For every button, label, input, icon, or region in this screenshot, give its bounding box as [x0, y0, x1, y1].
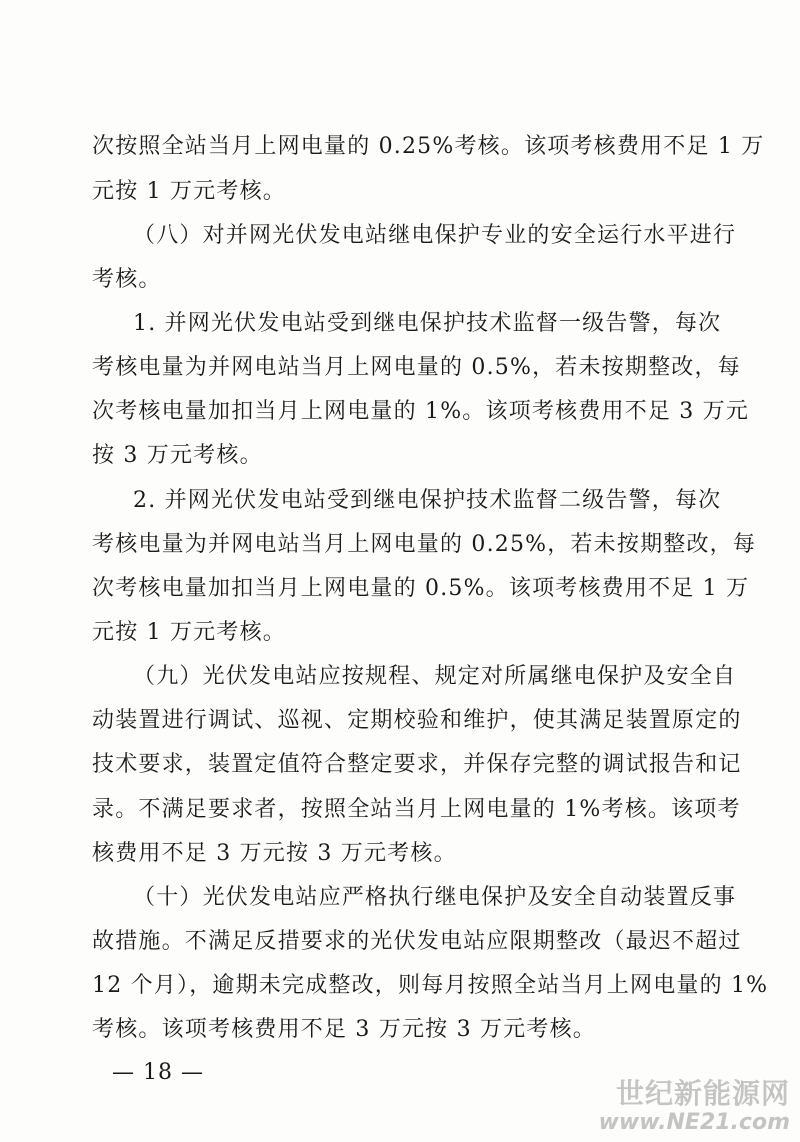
list-item-2: 2. 并网光伏发电站受到继电保护技术监督二级告警，每次 — [133, 488, 722, 513]
text-line: 按 3 万元考核。 — [92, 443, 263, 468]
watermark — [599, 1078, 790, 1136]
section-heading: （八）对并网光伏发电站继电保护专业的安全运行水平进行 — [133, 223, 737, 248]
watermark-url: www.NE21.com — [598, 1110, 790, 1135]
text-line: 考核电量为并网电站当月上网电量的 0.25%，若未按期整改，每 — [92, 532, 757, 557]
watermark-name: 世纪新能源网 — [615, 1077, 790, 1110]
section-heading: （九）光伏发电站应按规程、规定对所属继电保护及安全自 — [133, 664, 737, 689]
text-line: 录。不满足要求者，按照全站当月上网电量的 1%考核。该项考 — [92, 797, 741, 822]
text-line: 技术要求，装置定值符合整定要求，并保存完整的调试报告和记 — [92, 752, 742, 777]
text-line: 元按 1 万元考核。 — [92, 620, 286, 645]
text-line: 考核电量为并网电站当月上网电量的 0.5%，若未按期整改，每 — [92, 355, 741, 380]
text-line: 动装置进行调试、巡视、定期校验和维护，使其满足装置原定的 — [92, 708, 742, 733]
text-line: 考核。该项考核费用不足 3 万元按 3 万元考核。 — [92, 1017, 596, 1042]
text-line: 次考核电量加扣当月上网电量的 1%。该项考核费用不足 3 万元 — [92, 399, 750, 424]
section-heading: （十）光伏发电站应严格执行继电保护及安全自动装置反事 — [133, 885, 737, 910]
text-line: 考核。 — [92, 267, 162, 292]
text-line: 核费用不足 3 万元按 3 万元考核。 — [92, 841, 457, 866]
text-line: 次考核电量加扣当月上网电量的 0.5%。该项考核费用不足 1 万 — [92, 576, 750, 601]
list-item-1: 1. 并网光伏发电站受到继电保护技术监督一级告警，每次 — [133, 311, 722, 336]
text-line: 元按 1 万元考核。 — [92, 179, 286, 204]
text-line: 次按照全站当月上网电量的 0.25%考核。该项考核费用不足 1 万 — [92, 134, 765, 159]
text-line: 12 个月），逾期未完成整改，则每月按照全站当月上网电量的 1% — [92, 973, 769, 998]
text-line: 故措施。不满足反措要求的光伏发电站应限期整改（最迟不超过 — [92, 929, 742, 954]
page-number: — 18 — — [112, 1060, 204, 1085]
